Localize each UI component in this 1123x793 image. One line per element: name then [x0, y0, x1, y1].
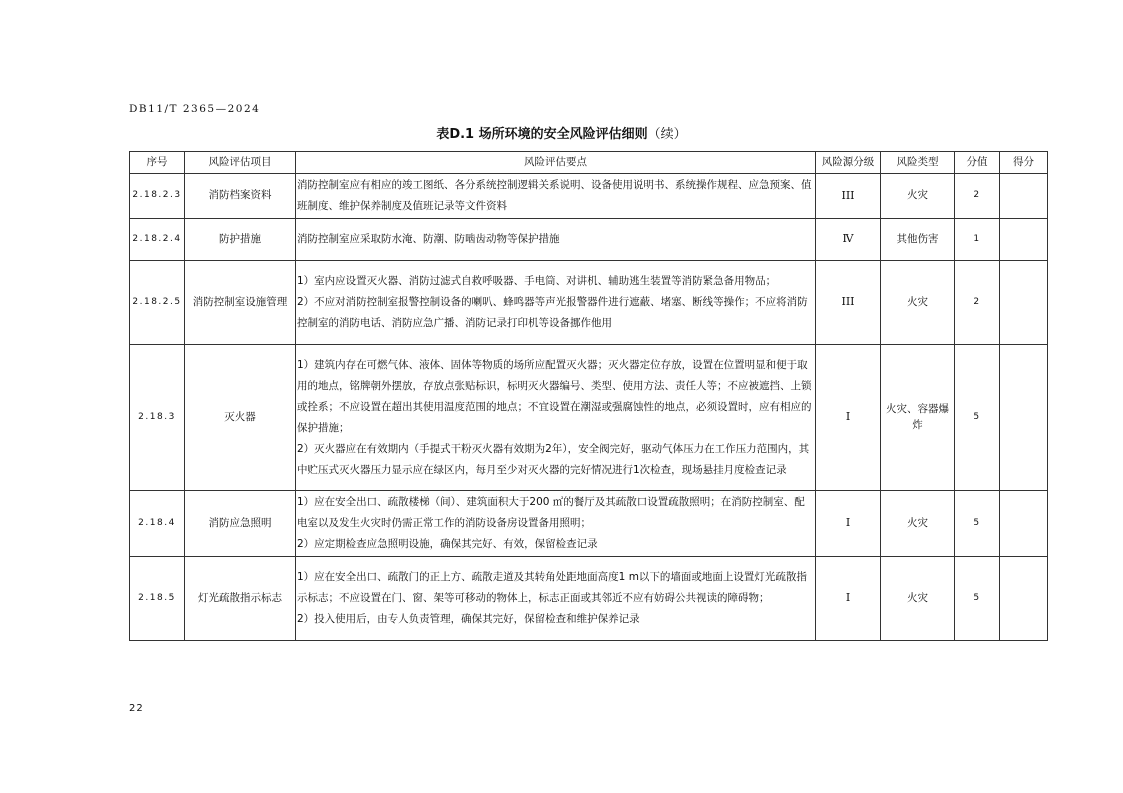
point-text: 1）应在安全出口、疏散门的正上方、疏散走道及其转角处距地面高度1 m以下的墙面或地面上设置灯光疏散指示标志；不应设置在门、窗、架等可移动的物体上，标志正面或其邻近不应有妨碍公共视读的障碍物； — [297, 571, 807, 604]
point-text: 2）灭火器应在有效期内（手提式干粉灭火器有效期为2年），安全阀完好，驱动气体压力在工作压力范围内，其中贮压式灭火器压力显示应在绿区内，每月至少对灭火器的完好情况进行1次检查，现场悬挂月度检查记录 — [297, 442, 810, 476]
table-title — [0, 123, 1123, 142]
col-header-item: 风险评估项目 — [185, 152, 296, 174]
row-score: 2 — [955, 174, 1000, 219]
row-points — [296, 174, 816, 219]
row-number: 2.18.3 — [130, 345, 185, 491]
row-risk-level: I — [816, 491, 881, 557]
row-item: 消防控制室设施管理 — [185, 261, 296, 345]
row-score: 1 — [955, 219, 1000, 261]
row-obtained-score — [1000, 345, 1048, 491]
point-text: 消防控制室应采取防水淹、防潮、防啮齿动物等保护措施 — [297, 233, 560, 245]
point-text: 2）投入使用后，由专人负责管理，确保其完好，保留检查和维护保养记录 — [297, 613, 640, 625]
col-header-type: 风险类型 — [881, 152, 955, 174]
page-number: 22 — [129, 703, 144, 714]
table-row — [130, 345, 1048, 491]
table-title-continued: （续） — [647, 127, 687, 142]
row-score: 5 — [955, 491, 1000, 557]
row-number: 2.18.2.5 — [130, 261, 185, 345]
row-points — [296, 261, 816, 345]
row-points — [296, 219, 816, 261]
row-risk-level: I — [816, 557, 881, 641]
row-item: 消防档案资料 — [185, 174, 296, 219]
row-number: 2.18.5 — [130, 557, 185, 641]
row-item: 消防应急照明 — [185, 491, 296, 557]
risk-assessment-table — [129, 151, 1048, 641]
row-points — [296, 557, 816, 641]
table-header-row — [130, 152, 1048, 174]
row-risk-level: Ⅳ — [816, 219, 881, 261]
row-number: 2.18.2.3 — [130, 174, 185, 219]
point-text: 消防控制室应有相应的竣工图纸、各分系统控制逻辑关系说明、设备使用说明书、系统操作规程、应急预案、值班制度、维护保养制度及值班记录等文件资料 — [297, 179, 812, 212]
col-header-no: 序号 — [130, 152, 185, 174]
table-row — [130, 557, 1048, 641]
row-risk-type: 火灾 — [881, 491, 955, 557]
row-risk-type: 火灾 — [881, 174, 955, 219]
row-points — [296, 345, 816, 491]
row-risk-level: III — [816, 174, 881, 219]
row-score: 2 — [955, 261, 1000, 345]
table-row — [130, 261, 1048, 345]
col-header-points: 风险评估要点 — [296, 152, 816, 174]
point-text: 1）室内应设置灭火器、消防过滤式自救呼吸器、手电筒、对讲机、辅助逃生装置等消防紧急备用物品； — [297, 275, 777, 287]
row-obtained-score — [1000, 261, 1048, 345]
row-obtained-score — [1000, 491, 1048, 557]
row-points — [296, 491, 816, 557]
table-row — [130, 219, 1048, 261]
table-title-main: 表D.1 场所环境的安全风险评估细则 — [436, 127, 648, 142]
row-risk-level: I — [816, 345, 881, 491]
row-score: 5 — [955, 557, 1000, 641]
row-score: 5 — [955, 345, 1000, 491]
row-obtained-score — [1000, 557, 1048, 641]
row-item: 灯光疏散指示标志 — [185, 557, 296, 641]
table-row — [130, 491, 1048, 557]
point-text: 1）建筑内存在可燃气体、液体、固体等物质的场所应配置灭火器；灭火器定位存放，设置在位置明显和便于取用的地点，铭牌朝外摆放，存放点张贴标识，标明灭火器编号、类型、使用方法、责任人等；不应被遮挡、上锁或拴系；不应设置在超出其使用温度范围的地点；不宜设置在潮湿或强腐蚀性的地点，必须设置时，应有相应的保护措施； — [297, 358, 812, 434]
col-header-score: 分值 — [955, 152, 1000, 174]
col-header-got: 得分 — [1000, 152, 1048, 174]
document-code: DB11/T 2365—2024 — [129, 103, 261, 115]
col-header-level: 风险源分级 — [816, 152, 881, 174]
point-text: 2）不应对消防控制室报警控制设备的喇叭、蜂鸣器等声光报警器件进行遮蔽、堵塞、断线等操作；不应将消防控制室的消防电话、消防应急广播、消防记录打印机等设备挪作他用 — [297, 296, 808, 329]
row-risk-type: 其他伤害 — [881, 219, 955, 261]
row-number: 2.18.4 — [130, 491, 185, 557]
row-risk-type: 火灾 — [881, 557, 955, 641]
row-risk-type: 火灾 — [881, 261, 955, 345]
row-item: 防护措施 — [185, 219, 296, 261]
row-obtained-score — [1000, 219, 1048, 261]
point-text: 2）应定期检查应急照明设施，确保其完好、有效，保留检查记录 — [297, 538, 598, 550]
row-number: 2.18.2.4 — [130, 219, 185, 261]
row-risk-level: III — [816, 261, 881, 345]
row-item: 灭火器 — [185, 345, 296, 491]
row-risk-type: 火灾、容器爆炸 — [881, 345, 955, 491]
table-row — [130, 174, 1048, 219]
row-obtained-score — [1000, 174, 1048, 219]
point-text: 1）应在安全出口、疏散楼梯（间）、建筑面积大于200 ㎡的餐厅及其疏散口设置疏散照明；在消防控制室、配电室以及发生火灾时仍需正常工作的消防设备房设置备用照明； — [297, 496, 805, 529]
